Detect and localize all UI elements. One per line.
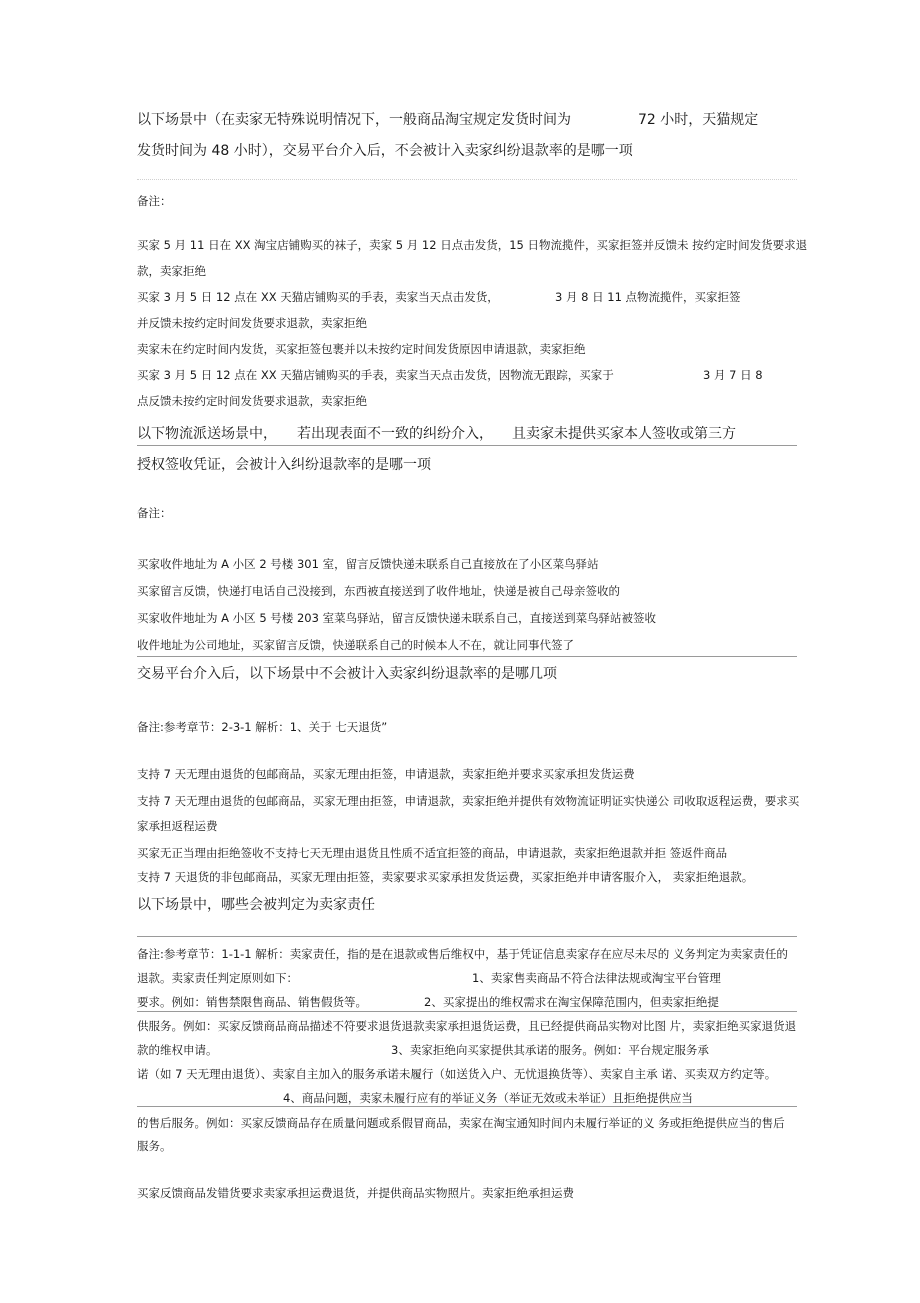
divider: [137, 445, 797, 446]
q1-option-a-line1: 买家 5 月 11 日在 XX 淘宝店铺购买的袜子，卖家 5 月 12 日点击发货，15 日物流揽件，买家拒签并反馈未 按约定时间发货要求退: [137, 238, 808, 252]
q3-option-a: 支持 7 天无理由退货的包邮商品，买家无理由拒签，申请退款，卖家拒绝并要求买家承担发货运费: [137, 767, 635, 781]
q4-note-line9: 服务。: [137, 1139, 172, 1153]
q1-note: 备注：: [137, 194, 172, 208]
q2-note: 备注：: [137, 506, 172, 520]
q3-title: 交易平台介入后，以下场景中不会被计入卖家纠纷退款率的是哪几项: [137, 666, 557, 682]
divider: [137, 1106, 797, 1107]
q1-title-line1: 以下场景中（在卖家无特殊说明情况下，一般商品淘宝规定发货时间为: [137, 112, 571, 128]
q2-title-line2: 授权签收凭证，会被计入纠纷退款率的是哪一项: [137, 457, 431, 473]
divider: [137, 936, 797, 937]
q2-option-b: 买家留言反馈，快递打电话自己没接到，东西被直接送到了收件地址，快递是被自己母亲签收的: [137, 584, 620, 598]
q2-option-d: 收件地址为公司地址，买家留言反馈，快递联系自己的时候本人不在，就让同事代签了: [137, 638, 574, 652]
q2-title-line1-mid: 若出现表面不一致的纠纷介入，: [297, 426, 493, 442]
q3-option-b-line2: 家承担返程运费: [137, 819, 218, 833]
q3-note: 备注:参考章节：2-3-1 解析：1、关于 七天退货”: [137, 720, 388, 734]
q3-option-b-line1: 支持 7 天无理由退货的包邮商品，买家无理由拒签，申请退款，卖家拒绝并提供有效物流证明证实快递公 司收取返程运费，要求买: [137, 794, 800, 808]
q4-note-line1: 备注:参考章节：1-1-1 解析：卖家责任，指的是在退款或售后维权中，基于凭证信息卖家存在应尽未尽的 义务判定为卖家责任的: [137, 947, 788, 961]
q4-note-line5: 款的维权申请。: [137, 1043, 218, 1057]
q4-title: 以下场景中，哪些会被判定为卖家责任: [137, 897, 375, 913]
q2-title-line1: 以下物流派送场景中，: [137, 426, 277, 442]
q1-option-d-line1-tail: 3 月 7 日 8: [703, 368, 763, 382]
q1-title-line2: 发货时间为 48 小时），交易平台介入后，不会被计入卖家纠纷退款率的是哪一项: [137, 143, 633, 159]
q1-title-line1-tail: 72 小时，天猫规定: [638, 112, 759, 128]
q3-option-d: 支持 7 天退货的非包邮商品，买家无理由拒签，卖家要求买家承担发货运费，买家拒绝并申请客服介入， 卖家拒绝退款。: [137, 870, 754, 884]
q4-option-a: 买家反馈商品发错货要求卖家承担运费退货，并提供商品实物照片。卖家拒绝承担运费: [137, 1186, 574, 1200]
q4-note-line2: 退款。卖家责任判定原则如下：: [137, 971, 298, 985]
q1-option-b-line1-tail: 3 月 8 日 11 点物流揽件，买家拒签: [555, 290, 741, 304]
q4-note-line3: 要求。例如：销售禁限售商品、销售假货等。: [137, 995, 367, 1009]
divider: [137, 656, 797, 657]
divider: [137, 1011, 797, 1012]
q2-title-line1-tail: 且卖家未提供买家本人签收或第三方: [512, 426, 736, 442]
q1-option-a-line2: 款，卖家拒绝: [137, 264, 206, 278]
q1-option-b-line2: 并反馈未按约定时间发货要求退款，卖家拒绝: [137, 316, 367, 330]
q4-note-line7: 4、商品问题，卖家未履行应有的举证义务（举证无效或未举证）且拒绝提供应当: [283, 1091, 693, 1105]
q1-option-c: 卖家未在约定时间内发货，买家拒签包裹并以未按约定时间发货原因申请退款，卖家拒绝: [137, 342, 586, 356]
q2-option-c: 买家收件地址为 A 小区 5 号楼 203 室菜鸟驿站，留言反馈快递未联系自己，直接送到菜鸟驿站被签收: [137, 611, 657, 625]
q4-note-line5-tail: 3、卖家拒绝向买家提供其承诺的服务。例如：平台规定服务承: [391, 1043, 709, 1057]
q1-option-b-line1: 买家 3 月 5 日 12 点在 XX 天猫店铺购买的手表，卖家当天点击发货，: [137, 290, 499, 304]
q3-option-c: 买家无正当理由拒绝签收不支持七天无理由退货且性质不适宜拒签的商品，申请退款，卖家拒绝退款并拒 签返件商品: [137, 846, 728, 860]
q4-note-line3-tail: 2、买家提出的维权需求在淘宝保障范围内，但卖家拒绝提: [424, 995, 719, 1009]
q1-option-d-line1: 买家 3 月 5 日 12 点在 XX 天猫店铺购买的手表，卖家当天点击发货，因物流无跟踪，买家于: [137, 368, 614, 382]
q2-option-a: 买家收件地址为 A 小区 2 号楼 301 室，留言反馈快递未联系自己直接放在了小区菜鸟驿站: [137, 557, 599, 571]
q4-note-line6: 诺（如 7 天无理由退货）、卖家自主加入的服务承诺未履行（如送货入户、无忧退换货等）、卖家自主承 诺、买卖双方约定等。: [137, 1067, 777, 1081]
q4-note-line8: 的售后服务。例如：买家反馈商品存在质量问题或系假冒商品，卖家在淘宝通知时间内未履行举证的义 务或拒绝提供应当的售后: [137, 1116, 785, 1130]
divider: [137, 179, 797, 180]
q4-note-line4: 供服务。例如：买家反馈商品商品描述不符要求退货退款卖家承担退货运费，且已经提供商品实物对比图 片，卖家拒绝买家退货退: [137, 1019, 797, 1033]
q4-note-line2-tail: 1、卖家售卖商品不符合法律法规或淘宝平台管理: [472, 971, 721, 985]
q1-option-d-line2: 点反馈未按约定时间发货要求退款，卖家拒绝: [137, 394, 367, 408]
